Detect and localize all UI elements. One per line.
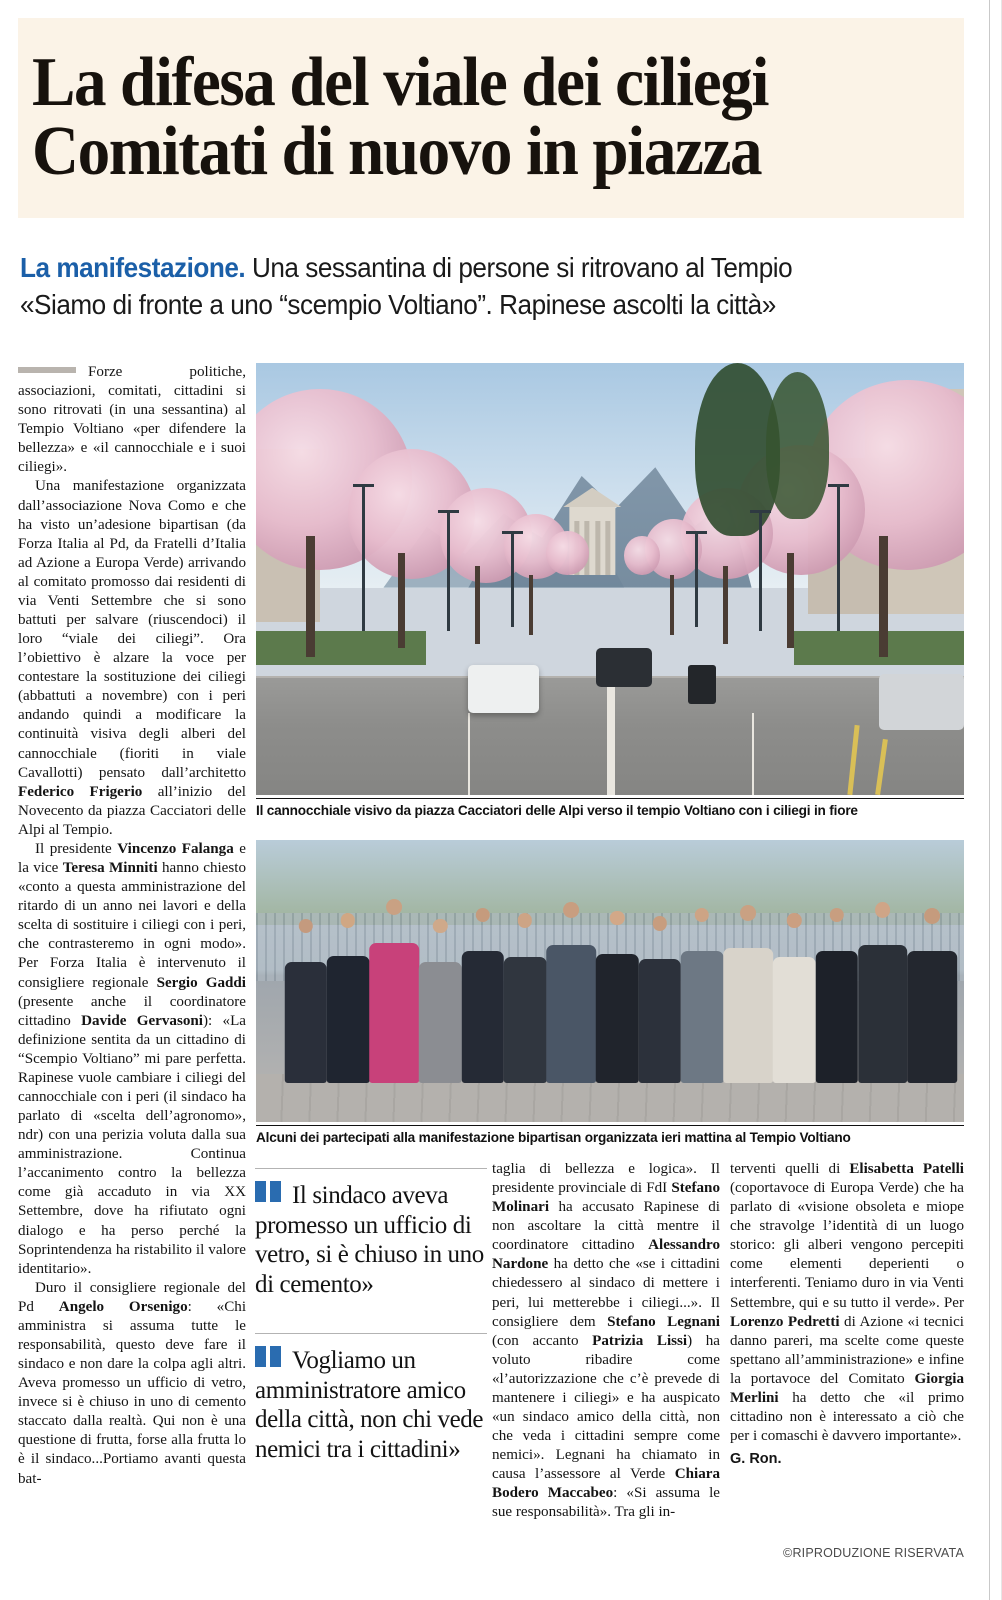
person (638, 916, 680, 1082)
photo-lamp-post (447, 510, 450, 631)
paragraph-text: (presente anche il coordinatore cittadino (18, 993, 246, 1029)
headline-line-1: La difesa del viale dei ciliegi (32, 44, 769, 122)
paragraph-text: e la vice (18, 840, 246, 877)
pullquote-rule-1 (255, 1168, 487, 1169)
person-name: Angelo Orsenigo (58, 1298, 188, 1315)
headline (18, 18, 964, 218)
paragraph-text: (coportavoce di Europa Verde) che ha parlato di «visione obsoleta e miope che stravolge l’identità di un luogo storico: gli alberi vengono percepiti come elementi deperienti o interferenti. Teniamo duro in via Venti Settembre, qui e su tutto il verde». Per (730, 1180, 964, 1311)
photo-road (256, 678, 964, 795)
headline-line-2: Comitati di nuovo in piazza (32, 113, 762, 190)
paragraph-text: Il presidente (35, 840, 118, 857)
person-name: Davide Gervasoni (81, 1012, 203, 1029)
paragraph (18, 1279, 246, 1489)
pullquote-rule-2 (255, 1333, 487, 1334)
person (327, 913, 369, 1082)
paragraph-text: all’inizio del Novecento da piazza Cacciatori delle Alpi al Tempio. (18, 783, 246, 838)
paragraph-text: terventi quelli di (730, 1161, 850, 1177)
photo-group-of-participants (256, 840, 964, 1122)
person-name: Lorenzo Pedretti (730, 1313, 840, 1330)
paragraph-text: : «Chi amministra si assuma tutte le responsabilità, questo deve fare il sindaco e non dare la colpa agli altri. Aveva promesso un ufficio di vetro, invece si è chiuso in uno di cemento staccato dalla realtà. Qui non è una questione di frutta, forse alla frutta lo è il sindaco...Portiamo avanti questa bat- (18, 1298, 247, 1487)
person (546, 902, 596, 1082)
person (419, 919, 461, 1083)
paragraph-text: taglia di bellezza e logica». Il presidente provinciale di FdI (492, 1161, 720, 1197)
pullquote-1 (255, 1180, 487, 1299)
paragraph-text: di Azione «i tecnici danno pareri, ma scelte come queste spettano all’amministrazione» e infine la portavoce del Comitato (730, 1313, 964, 1387)
summary-kicker: La manifestazione. (20, 252, 246, 283)
paragraph (730, 1160, 964, 1446)
photo-lamp-post (511, 531, 514, 626)
paragraph-text: Forze politiche, associazioni, comitati, cittadini si sono ritrovati (in una sessantina) al Tempio Voltiano «per difendere la bellezza» e «il cannocchiale e i suoi ciliegi». (18, 364, 246, 476)
article-column-4 (730, 1160, 964, 1590)
photo-car-white (468, 665, 539, 713)
person-name: Stefano Molinari (492, 1180, 720, 1216)
paragraph-text: ha detto che «il primo cittadino non è interessato a ciò che per i comaschi è davvero importante». (730, 1389, 964, 1445)
photo-conifer-2 (766, 372, 830, 519)
person (461, 908, 503, 1083)
paragraph-text: Duro il consigliere regionale del Pd (18, 1279, 246, 1315)
paragraph-text: : «Si assuma le sue responsabilità». Tra gli in- (492, 1485, 720, 1521)
person (723, 905, 773, 1083)
photo-lamp-post (837, 484, 840, 631)
person-name: Alessandro Nardone (492, 1237, 720, 1273)
person (858, 902, 908, 1082)
article-summary (20, 250, 917, 324)
person-name: Federico Frigerio (18, 783, 143, 800)
person-name: Patrizia Lissi (592, 1332, 688, 1349)
person-name: Chiara Bodero Maccabeo (492, 1466, 720, 1502)
photo-car-silver (879, 674, 964, 730)
person (907, 908, 957, 1083)
page-title (32, 44, 886, 190)
person-name: Sergio Gaddi (156, 974, 247, 991)
paragraph-text: ha accusato Rapinese di non ascoltare la città mentre il coordinatore cittadino (492, 1199, 720, 1254)
quote-mark-icon (255, 1180, 285, 1210)
paragraph-text: ) ha voluto ribadire come «l’autorizzazione che c’è prevede di mantenere i ciliegi» e ha auspicato «un sindaco amico della città, non che veda i cittadini sempre come nemici». Legnani ha chiamato in causa l’assessore al Verde (492, 1332, 721, 1483)
copyright-notice: ©RIPRODUZIONE RISERVATA (783, 1546, 964, 1560)
photo-lamp-post (695, 531, 698, 626)
quote-mark-icon (255, 1345, 285, 1375)
article-column-1 (18, 363, 246, 1578)
paragraph (492, 1160, 720, 1522)
caption-rule-2 (256, 1125, 964, 1126)
photo-caption-2: Alcuni dei partecipati alla manifestazione bipartisan organizzata ieri mattina al Tempio Voltiano (256, 1130, 851, 1146)
pullquote-text: Vogliamo un amministratore amico della città, non chi vede nemici tra i cittadini» (255, 1347, 484, 1463)
person-name: Vincenzo Falanga (117, 840, 234, 857)
photo-scooter (688, 665, 716, 704)
page-edge-rule (989, 0, 990, 1600)
pullquote-text: Il sindaco aveva promesso un ufficio di vetro, si è chiuso in uno di cemento» (255, 1182, 484, 1298)
person (773, 913, 815, 1082)
paragraph-text: (con accanto (492, 1332, 593, 1349)
paragraph-dinkus (18, 367, 76, 373)
person-name: Giorgia Merlini (730, 1370, 964, 1406)
summary-line-2: «Siamo di fronte a uno “scempio Voltiano”. Rapinese ascolti la città» (20, 288, 776, 320)
caption-rule-1 (256, 798, 964, 799)
photo-caption-1: Il cannocchiale visivo da piazza Cacciatori delle Alpi verso il tempio Voltiano con i ciliegi in fiore (256, 803, 858, 819)
person-name: Teresa Minniti (62, 860, 158, 877)
paragraph-text: hanno chiesto «conto a questa amministrazione del ritardo di un anno nei lavori e della scelta di sostituire i ciliegi con i peri, che contrasteremo in ogni modo». Per Forza Italia è intervenuto il consigliere regionale (18, 860, 246, 991)
person (596, 911, 638, 1083)
summary-line-1: Una sessantina di persone si ritrovano al Tempio (245, 252, 793, 283)
photo-lamp-post (759, 510, 762, 631)
person (681, 908, 723, 1083)
paragraph-text: ): «La definizione sentita da un cittadino di “Scempio Voltiano” mi pare perfetta. Rapinese vuole cambiare i ciliegi del cannocchiale con i peri (il sindaco ha parlato di «scelta dell’agronomo», ndr) con una perizia voluta dalla sua amministrazione. Continua l’accanimento contro la bellezza come già accaduto in via XX Settembre, dove ha rifiutato ogni dialogo e ha perso perché la Soprintendenza ha ristabilito il valore identitario». (18, 1012, 246, 1277)
photo-lamp-post (362, 484, 365, 631)
person-name: Stefano Legnani (607, 1313, 720, 1330)
person (815, 908, 857, 1083)
photo-tree-lined-avenue (256, 363, 964, 795)
paragraph (18, 363, 246, 477)
pullquote-2 (255, 1345, 487, 1464)
person (504, 913, 546, 1082)
person (284, 919, 326, 1083)
article-column-3 (492, 1160, 720, 1590)
paragraph-text: Una manifestazione organizzata dall’associazione Nova Como e che ha visto un’adesione bipartisan (da Forza Italia al Pd, da Fratelli d’Italia ad Azione a Europa Verde) arrivando al comitato promosso dai residenti di via Venti Settembre che si sono battuti per salvare (riuscendoci) il loro “viale dei ciliegi”. Ora l’obiettivo è alzare la voce per contestare la sostituzione dei ciliegi (abbattuti a novembre) con i peri andando quindi a modificare la continuità visiva degli alberi del cannocchiale (fioriti in viale Cavallotti) pensato dall’architetto (18, 478, 246, 781)
paragraph (18, 840, 246, 1279)
person (369, 899, 419, 1082)
byline: G. Ron. (730, 1451, 782, 1468)
photo-car-dark (596, 648, 653, 687)
paragraph-text: ha detto che «se i cittadini chiedessero al sindaco di mettere i peri, lui metterebbe i ciliegi...». Il consigliere dem (492, 1256, 720, 1330)
person-name: Elisabetta Patelli (849, 1161, 964, 1177)
paragraph (18, 477, 246, 839)
